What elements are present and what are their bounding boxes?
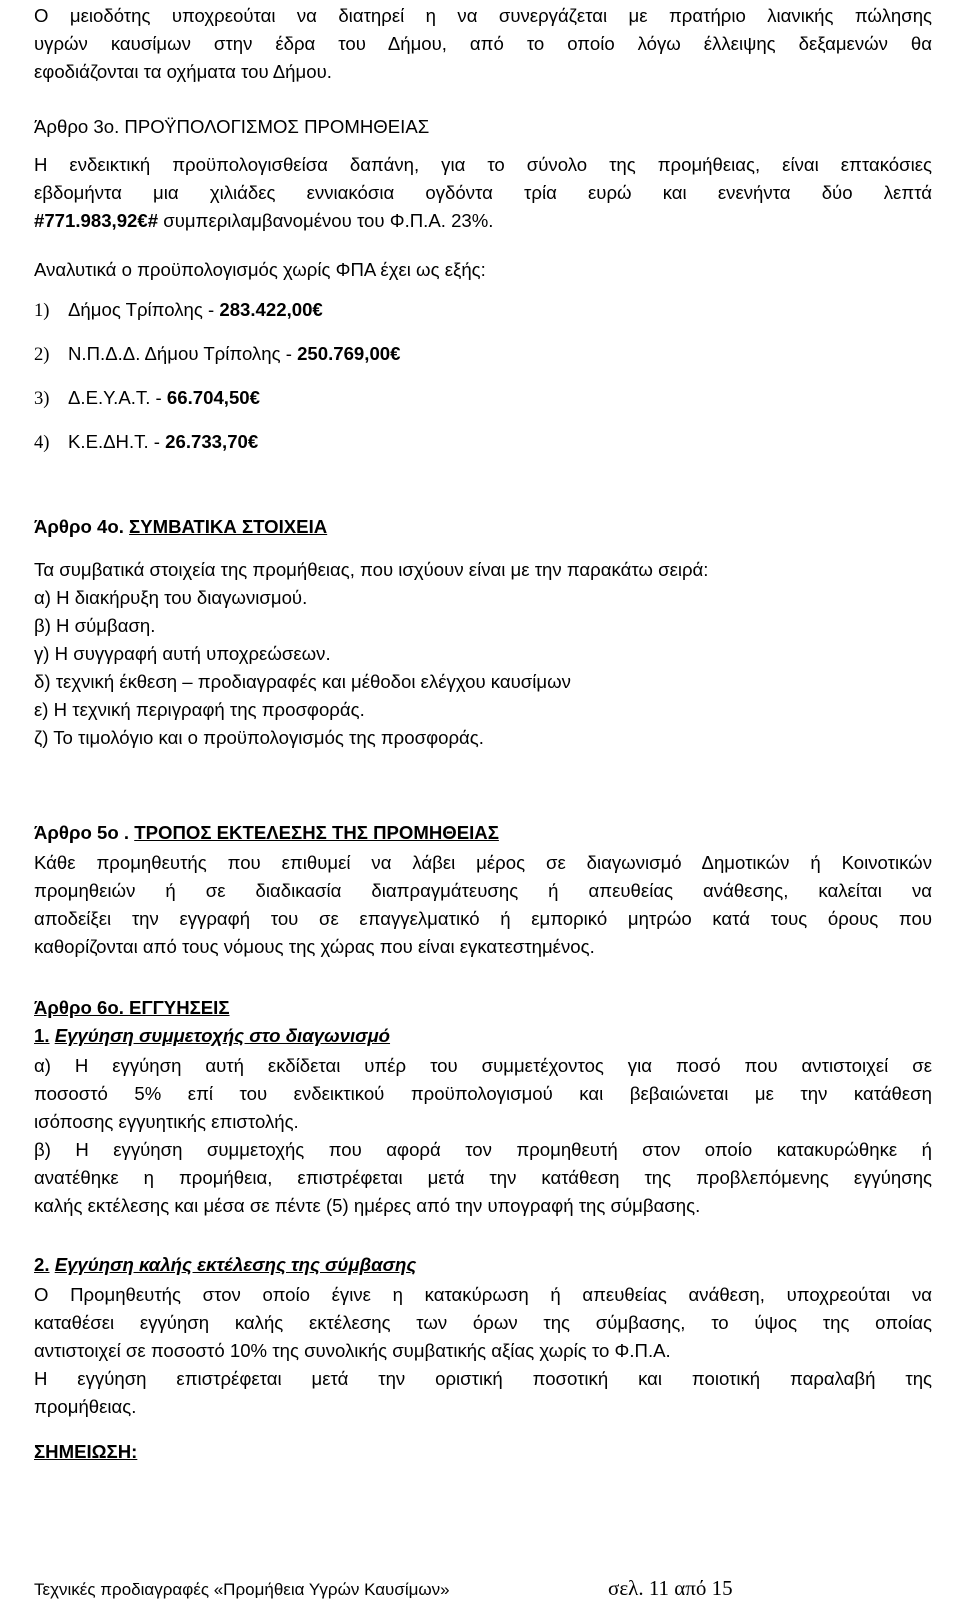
page-number: σελ. 11 από 15 <box>608 1576 733 1600</box>
amount-suffix: συμπεριλαμβανομένου του Φ.Π.Α. 23%. <box>158 210 494 231</box>
article-6-heading: Άρθρο 6ο. ΕΓΓΥΗΣΕΙΣ <box>34 997 230 1018</box>
text-line: προμήθειας. <box>34 1396 137 1417</box>
list-number: 2) <box>34 344 50 365</box>
item-label: Κ.Ε.ΔΗ.Τ. - <box>68 431 166 452</box>
text-line: Ο Προμηθευτής στον οποίο έγινε η κατακύρωση ή απευθείας ανάθεση, υποχρεούται να <box>34 1284 932 1305</box>
item-value: 283.422,00€ <box>219 299 323 320</box>
item-label: Δ.Ε.Υ.Α.Τ. - <box>68 387 167 408</box>
article-5-paragraph <box>34 849 932 961</box>
item-value: 250.769,00€ <box>297 343 401 364</box>
text-line: Κάθε προμηθευτής που επιθυμεί να λάβει μέρος σε διαγωνισμό Δημοτικών ή Κοινοτικών <box>34 852 932 873</box>
text-line: α) Η εγγύηση αυτή εκδίδεται υπέρ του συμμετέχοντος για ποσό που αντιστοιχεί σε <box>34 1055 932 1076</box>
text-line: προμηθειών ή σε διαδικασία διαπραγμάτευσης ή απευθείας ανάθεσης, καλείται να <box>34 880 932 901</box>
list-number: 3) <box>34 388 50 409</box>
text-line: δ) τεχνική έκθεση – προδιαγραφές και μέθοδοι ελέγχου καυσίμων <box>34 671 571 692</box>
list-item <box>34 384 400 428</box>
footer-document-title: Τεχνικές προδιαγραφές «Προμήθεια Υγρών Καυσίμων» <box>34 1580 450 1599</box>
text-line: β) Η εγγύηση συμμετοχής που αφορά τον προμηθευτή στον οποίο κατακυρώθηκε ή <box>34 1139 932 1160</box>
note-heading: ΣΗΜΕΙΩΣΗ: <box>34 1441 138 1462</box>
text-line: ποσοστό 5% επί του ενδεικτικού προϋπολογισμού και βεβαιώνεται με την κατάθεση <box>34 1083 932 1104</box>
sub-title: Εγγύηση καλής εκτέλεσης της σύμβασης <box>54 1254 417 1275</box>
list-number: 4) <box>34 432 50 453</box>
text-line: καλής εκτέλεσης και μέσα σε πέντε (5) ημέρες από την υπογραφή της σύμβασης. <box>34 1195 701 1216</box>
text-line <box>34 207 932 235</box>
guarantee-2-paragraph <box>34 1281 932 1365</box>
text-line: Η εγγύηση επιστρέφεται μετά την οριστική ποσοτική και ποιοτική παραλαβή της <box>34 1368 932 1389</box>
guarantee-return-paragraph <box>34 1365 932 1421</box>
article-3-paragraph <box>34 151 932 235</box>
total-amount: #771.983,92€# <box>34 210 159 231</box>
article-4-list <box>34 556 932 752</box>
sub-number: 2. <box>34 1254 50 1275</box>
text-line: εβδομήντα μια χιλιάδες εννιακόσια ογδόντα τρία ευρώ και ενενήντα δύο λεπτά <box>34 182 932 203</box>
text-line: ανατέθηκε η προμήθεια, επιστρέφεται μετά την κατάθεση της προβλεπόμενης εγγύησης <box>34 1167 932 1188</box>
sub-number: 1. <box>34 1025 50 1046</box>
text-line: β) Η σύμβαση. <box>34 615 156 636</box>
text-line: γ) Η συγγραφή αυτή υποχρεώσεων. <box>34 643 331 664</box>
list-number: 1) <box>34 300 50 321</box>
sub-title: Εγγύηση συμμετοχής στο διαγωνισμό <box>54 1025 391 1046</box>
text-line: Ο μειοδότης υποχρεούται να διατηρεί η να συνεργάζεται με πρατήριο λιανικής πώλησης <box>34 5 932 26</box>
list-item <box>34 428 400 472</box>
guarantee-2-heading <box>34 1251 932 1279</box>
heading-prefix: Άρθρο 4ο. <box>34 516 130 537</box>
article-3-heading: Άρθρο 3ο. ΠΡΟΫΠΟΛΟΓΙΣΜΟΣ ΠΡΟΜΗΘΕΙΑΣ <box>34 116 430 137</box>
heading-title: ΣΥΜΒΑΤΙΚΑ ΣΤΟΙΧΕΙΑ <box>129 516 328 537</box>
text-line: ζ) Το τιμολόγιο και ο προϋπολογισμός της προσφοράς. <box>34 727 484 748</box>
guarantee-1-heading <box>34 1022 932 1050</box>
text-line: καταθέσει εγγύηση καλής εκτέλεσης των όρων της σύμβασης, το ύψος της οποίας <box>34 1312 932 1333</box>
intro-paragraph <box>34 2 932 86</box>
guarantee-1-paragraph-b <box>34 1136 932 1220</box>
article-5-heading <box>34 819 932 847</box>
breakdown-intro: Αναλυτικά ο προϋπολογισμός χωρίς ΦΠΑ έχει ως εξής: <box>34 259 486 280</box>
page-footer <box>34 1578 934 1606</box>
text-line: υγρών καυσίμων στην έδρα του Δήμου, από το οποίο λόγω έλλειψης δεξαμενών θα <box>34 33 932 54</box>
guarantee-1-paragraph-a <box>34 1052 932 1136</box>
text-line: καθορίζονται από τους νόμους της χώρας που είναι εγκατεστημένος. <box>34 936 595 957</box>
list-item <box>34 296 400 340</box>
item-value: 26.733,70€ <box>165 431 259 452</box>
text-line: Η ενδεικτική προϋπολογισθείσα δαπάνη, για το σύνολο της προμήθειας, είναι επτακόσιες <box>34 154 932 175</box>
text-line: εφοδιάζονται τα οχήματα του Δήμου. <box>34 61 332 82</box>
list-item <box>34 340 400 384</box>
budget-breakdown-list <box>34 296 400 472</box>
item-label: Ν.Π.Δ.Δ. Δήμου Τρίπολης - <box>68 343 298 364</box>
text-line: α) Η διακήρυξη του διαγωνισμού. <box>34 587 308 608</box>
item-label: Δήμος Τρίπολης - <box>68 299 220 320</box>
text-line: αποδείξει την εγγραφή του σε επαγγελματικό ή εμπορικό μητρώο κατά τους όρους που <box>34 908 932 929</box>
text-line: Τα συμβατικά στοιχεία της προμήθειας, που ισχύουν είναι με την παρακάτω σειρά: <box>34 559 709 580</box>
item-value: 66.704,50€ <box>166 387 260 408</box>
heading-prefix: Άρθρο 5ο . <box>34 822 135 843</box>
text-line: αντιστοιχεί σε ποσοστό 10% της συνολικής συμβατικής αξίας χωρίς το Φ.Π.Α. <box>34 1340 671 1361</box>
text-line: ε) Η τεχνική περιγραφή της προσφοράς. <box>34 699 365 720</box>
article-4-heading <box>34 513 932 541</box>
text-line: ισόποσης εγγυητικής επιστολής. <box>34 1111 299 1132</box>
heading-title: ΤΡΟΠΟΣ ΕΚΤΕΛΕΣΗΣ ΤΗΣ ΠΡΟΜΗΘΕΙΑΣ <box>134 822 499 843</box>
